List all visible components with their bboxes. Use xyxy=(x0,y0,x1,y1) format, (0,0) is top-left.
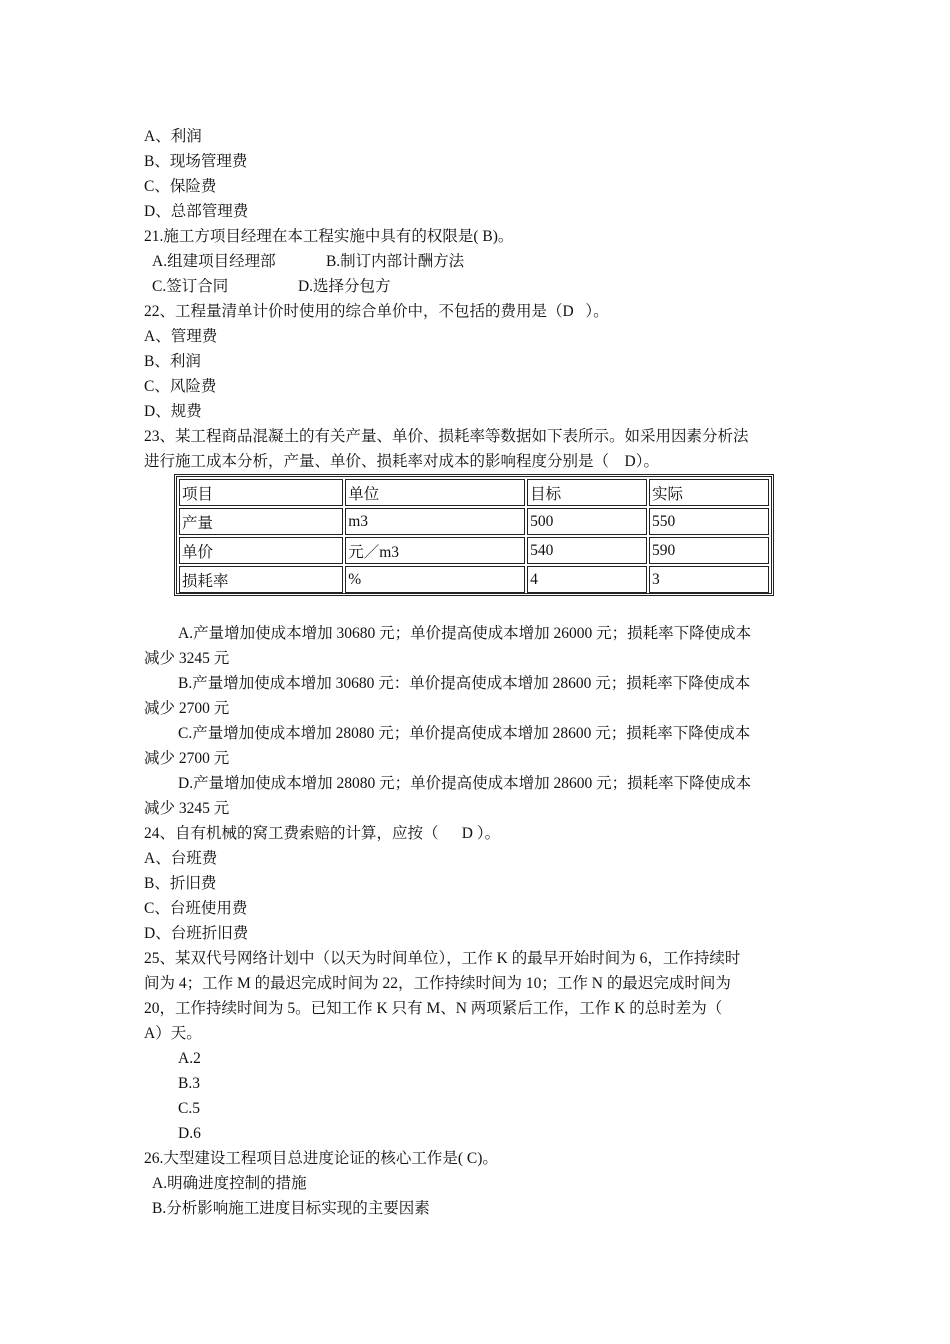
text-line: 间为 4；工作 M 的最迟完成时间为 22，工作持续时间为 10；工作 N 的最迟完成时间为 xyxy=(144,975,731,992)
text-line: 减少 3245 元 xyxy=(144,650,230,667)
table-cell: 单价 xyxy=(179,537,343,564)
table-header-cell: 实际 xyxy=(649,479,769,506)
table-cell: 500 xyxy=(527,508,647,535)
table-header-cell: 单位 xyxy=(345,479,525,506)
text-line: C.签订合同 D.选择分包方 xyxy=(152,278,391,295)
table-cell: % xyxy=(345,566,525,593)
text-line: B、现场管理费 xyxy=(144,153,248,170)
option-d: D.6 xyxy=(178,1125,201,1142)
text-line: D、台班折旧费 xyxy=(144,925,249,942)
text-line: 20，工作持续时间为 5。已知工作 K 只有 M、N 两项紧后工作，工作 K 的总时差为（ xyxy=(144,1000,723,1017)
text-line: 减少 2700 元 xyxy=(144,750,230,767)
text-line: A）天。 xyxy=(144,1025,202,1042)
option-a: A.2 xyxy=(178,1050,201,1067)
text-line: B、利润 xyxy=(144,353,201,370)
option-b: B.3 xyxy=(178,1075,200,1092)
question-25: 25、某双代号网络计划中（以天为时间单位），工作 K 的最早开始时间为 6，工作持续时 xyxy=(144,950,741,967)
option-c: C.5 xyxy=(178,1100,200,1117)
table-cell: m3 xyxy=(345,508,525,535)
question-26: 26.大型建设工程项目总进度论证的核心工作是( C)。 xyxy=(144,1150,498,1167)
table-cell: 产量 xyxy=(179,508,343,535)
text-line: 进行施工成本分析，产量、单价、损耗率对成本的影响程度分别是（ D）。 xyxy=(144,453,659,470)
text-line: D、规费 xyxy=(144,403,202,420)
option-d: D.产量增加使成本增加 28080 元；单价提高使成本增加 28600 元；损耗率下降使成本 xyxy=(178,775,752,792)
text-line: A、台班费 xyxy=(144,850,218,867)
question-23: 23、某工程商品混凝土的有关产量、单价、损耗率等数据如下表所示。如采用因素分析法 xyxy=(144,428,749,445)
table-cell: 元／m3 xyxy=(345,537,525,564)
table-cell: 540 xyxy=(527,537,647,564)
table-header-cell: 目标 xyxy=(527,479,647,506)
text-line: 减少 3245 元 xyxy=(144,800,230,817)
table-cell: 550 xyxy=(649,508,769,535)
text-line: B、折旧费 xyxy=(144,875,217,892)
text-line: C、保险费 xyxy=(144,178,217,195)
text-line: A.组建项目经理部 B.制订内部计酬方法 xyxy=(152,253,465,270)
text-line: C、台班使用费 xyxy=(144,900,248,917)
text-line: 减少 2700 元 xyxy=(144,700,230,717)
question-22: 22、工程量清单计价时使用的综合单价中，不包括的费用是（D ）。 xyxy=(144,303,609,320)
data-table xyxy=(174,474,774,596)
table-cell: 590 xyxy=(649,537,769,564)
table-header-cell: 项目 xyxy=(179,479,343,506)
option-b: B.产量增加使成本增加 30680 元：单价提高使成本增加 28600 元；损耗率下降使成本 xyxy=(178,675,751,692)
text-line: A、利润 xyxy=(144,128,202,145)
text-line: C、风险费 xyxy=(144,378,217,395)
text-line: A.明确进度控制的措施 xyxy=(152,1175,307,1192)
text-line: D、总部管理费 xyxy=(144,203,249,220)
table-row xyxy=(179,508,769,535)
question-24: 24、自有机械的窝工费索赔的计算，应按（ D ）。 xyxy=(144,825,501,842)
table-header-row xyxy=(179,479,769,506)
question-21: 21.施工方项目经理在本工程实施中具有的权限是( B)。 xyxy=(144,228,514,245)
option-a: A.产量增加使成本增加 30680 元；单价提高使成本增加 26000 元；损耗率下降使成本 xyxy=(178,625,752,642)
table-cell: 3 xyxy=(649,566,769,593)
table-row xyxy=(179,537,769,564)
table-cell: 损耗率 xyxy=(179,566,343,593)
table-row xyxy=(179,566,769,593)
table-cell: 4 xyxy=(527,566,647,593)
option-c: C.产量增加使成本增加 28080 元；单价提高使成本增加 28600 元；损耗率下降使成本 xyxy=(178,725,751,742)
text-line: A、管理费 xyxy=(144,328,218,345)
text-line: B.分析影响施工进度目标实现的主要因素 xyxy=(152,1200,430,1217)
